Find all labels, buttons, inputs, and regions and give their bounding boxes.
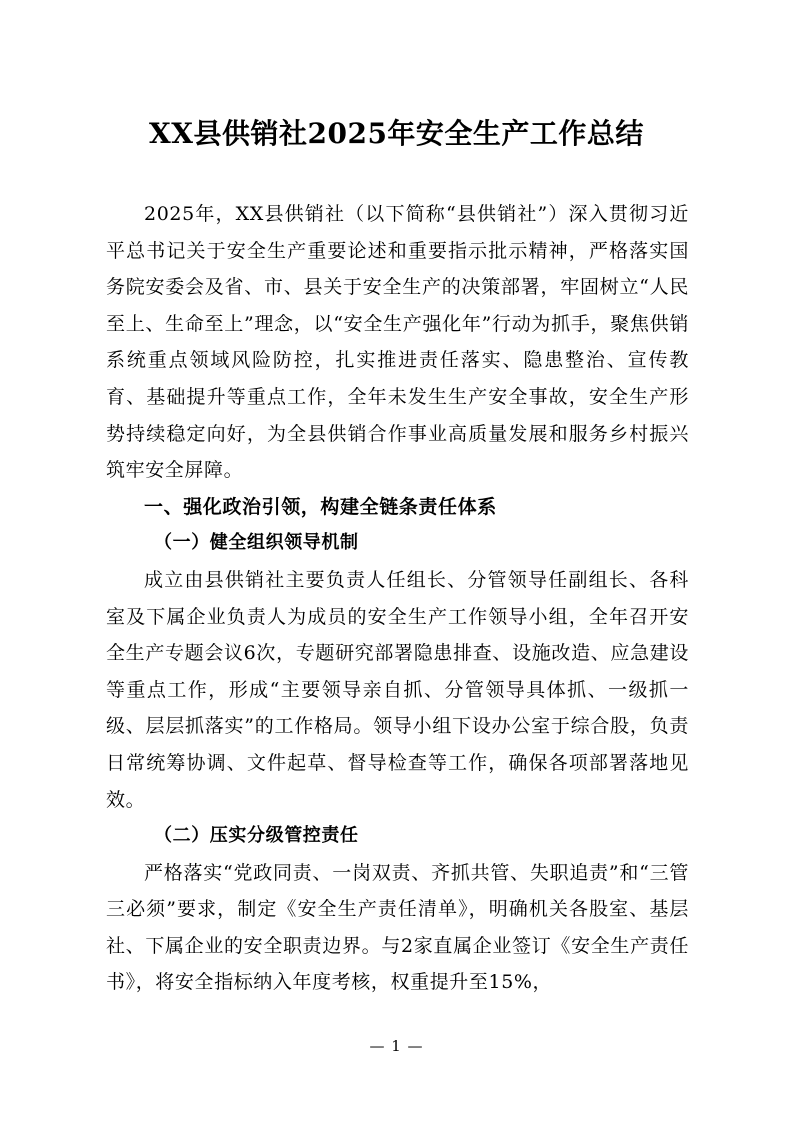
body-paragraph-2: 严格落实“党政同责、一岗双责、齐抓共管、失职追责”和“三管三必须”要求，制定《安全生产责任清单》，明确机关各股室、基层社、下属企业的安全职责边界。与2家直属企业签订《安全生产责任书》，将安全指标纳入年度考核，权重提升至15%， [106, 861, 689, 994]
body-paragraph-1: 成立由县供销社主要负责人任组长、分管领导任副组长、各科室及下属企业负责人为成员的安全生产工作领导小组，全年召开安全生产专题会议6次，专题研究部署隐患排查、设施改造、应急建设等重点工作，形成“主要领导亲自抓、分管领导具体抓、一级抓一级、层层抓落实”的工作格局。领导小组下设办公室于综合股，负责日常统筹协调、文件起草、督导检查等工作，确保各项部署落地见效。 [106, 568, 689, 811]
document-body [106, 196, 689, 1001]
subsection-heading-2: （二）压实分级管控责任 [154, 825, 359, 847]
section-heading-1: 一、强化政治引领，构建全链条责任体系 [144, 495, 497, 518]
subsection-heading-1: （一）健全组织领导机制 [154, 532, 359, 554]
document-title: XX县供销社2025年安全生产工作总结 [149, 117, 644, 150]
page-number: — 1 — [369, 1037, 424, 1055]
intro-paragraph: 2025年，XX县供销社（以下简称“县供销社”）深入贯彻习近平总书记关于安全生产重要论述和重要指示批示精神，严格落实国务院安委会及省、市、县关于安全生产的决策部署，牢固树立“人民至上、生命至上”理念，以“安全生产强化年”行动为抓手，聚焦供销系统重点领域风险防控，扎实推进责任落实、隐患整治、宣传教育、基础提升等重点工作，全年未发生生产安全事故，安全生产形势持续稳定向好，为全县供销合作事业高质量发展和服务乡村振兴筑牢安全屏障。 [106, 203, 689, 482]
